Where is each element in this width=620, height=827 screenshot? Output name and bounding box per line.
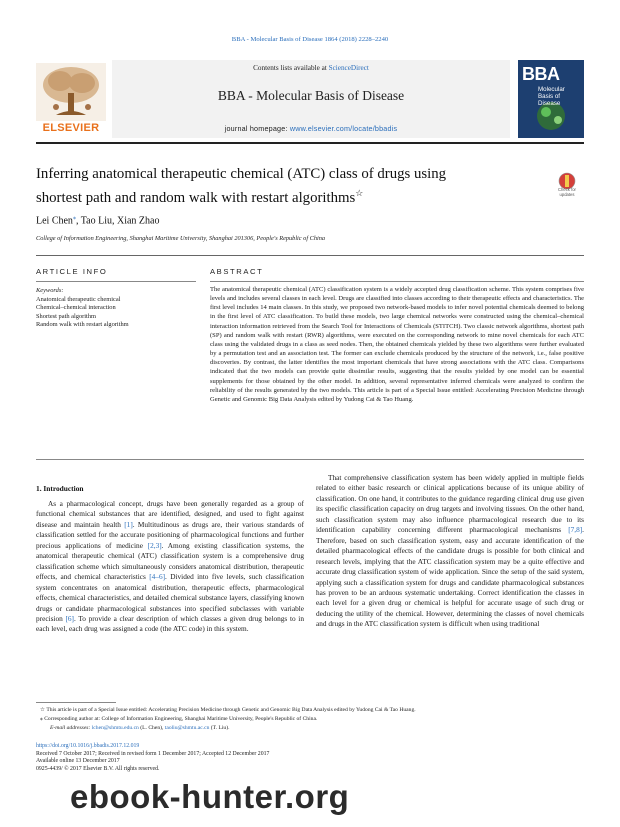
crossmark-label-line: updates xyxy=(559,192,575,197)
body-text: That comprehensive classification system has been widely applied in multiple fields related to either basic research or clinical applications because of its unique ability of classification. On one hand, it contributes to the guidance regarding clinical drug use given its specific classification capacity on drug targets and involving tissues. On the other hand, such classification system may also influence pharmacological research due to its identification capability concerning different pharmacological mechanisms xyxy=(316,473,584,535)
title-rule xyxy=(36,255,584,256)
publication-info xyxy=(36,743,269,773)
email-label: E-mail addresses: xyxy=(50,725,92,731)
footnote-text: (T. Liu). xyxy=(209,725,230,731)
body-text: . Therefore, based on such classification system, easy and accurate identification of the detailed pharmacological effects of the candidate drugs is possible for both clinical and research levels, implying that the ATC classification system may be a quite effective and accurate drug classification system of wide application. Since the setup of the said system, applying such a classification system for drugs and candidate pharmacological substances has proven to be an arduous systematic undertaking. Correct identification the classes in each level for a given drug or chemical is helpful for accurate usage of such drug or deducing the utility of the chemical. However, determining the classes of novel chemicals and drugs in the ATC classification system is difficult when using traditional xyxy=(316,525,584,629)
cover-subtitle xyxy=(538,86,565,107)
crossmark-label-line: Check for xyxy=(558,187,576,192)
abstract-text: The anatomical therapeutic chemical (ATC) classification system is a widely accepted drug classification scheme. This system comprises five levels and includes several classes in each level. Drugs are classified into classes according to their therapeutic effects and characteristics. The first level includes 14 main classes. In this study, we proposed two network-based models to infer novel potential chemicals deemed to belong in the first level of ATC classification. To build these models, two large chemical networks were constructed using the chemical–chemical interaction information retrieved from the Search Tool for Interactions of Chemicals (STITCH). Two classic network algorithms, shortest path (SP) and random walk with restart (RWR) algorithms, were executed on the corresponding network to mine novel chemicals for each ATC class using the validated drugs in a class as seed nodes. Then, the obtained chemicals yielded by these two algorithms were further evaluated by a permutation test and an association test. The former can exclude chemicals produced by the structure of the network, i.e., false positive discoveries. By contrast, the latter identifies the most important chemicals that have strong associations with the ATC class. Comparisons indicated that the two models can provide quite dissimilar results, suggesting that the results yielded by one model can be essential supplements for those obtained by the other model. In addition, several representative inferred chemicals were analyzed to confirm the reliability of the results generated by the two models. This article is part of a Special Issue entitled: Accelerating Precision Medicine through Genetic and Genomic Big Data Analysis edited by Yudong Cai & Tao Huang. xyxy=(210,286,584,403)
body-text: . Among existing classification systems, the anatomical therapeutic chemical (ATC) classification system is a comprehensive drug classification scheme which simultaneously considers anatomical distribution, therapeutic effects, and chemical characteristics xyxy=(36,540,304,582)
sciencedirect-link[interactable]: ScienceDirect xyxy=(328,64,369,72)
keyword-item: Chemical–chemical interaction xyxy=(36,304,116,312)
journal-title: BBA - Molecular Basis of Disease xyxy=(217,88,405,103)
body-column-right xyxy=(316,473,584,630)
copyright-line: 0925-4439/ © 2017 Elsevier B.V. All rights reserved. xyxy=(36,765,160,772)
article-title-text: Inferring anatomical therapeutic chemical (ATC) class of drugs using shortest path and random walk with restart algorithms xyxy=(36,166,447,206)
keyword-item: Shortest path algorithm xyxy=(36,312,96,320)
article-info-rule xyxy=(36,281,196,282)
masthead-rule xyxy=(36,142,584,144)
watermark: ebook-hunter.org xyxy=(70,778,350,815)
body-text: . To provide a clear description of which classes a given drug belongs to in each level, each drug was assigned a code (the ATC code) in this system. xyxy=(36,613,304,634)
elsevier-tree-logo xyxy=(36,63,106,131)
article-info-heading: ARTICLE INFO xyxy=(36,267,108,276)
footnote-special-issue xyxy=(40,707,416,714)
cover-subtitle-line: Molecular xyxy=(538,86,565,93)
abstract-bottom-rule xyxy=(36,459,584,460)
footnote-rule xyxy=(36,702,116,703)
journal-homepage-link[interactable]: www.elsevier.com/locate/bbadis xyxy=(289,124,398,133)
footnote-text: Corresponding author at: College of Information Engineering, Shanghai Maritime University, People's Republic of China. xyxy=(42,716,318,722)
running-head: BBA - Molecular Basis of Disease 1864 (2018) 2228–2240 xyxy=(231,36,389,43)
author-name[interactable]: Lei Chen xyxy=(36,215,73,227)
contents-line xyxy=(112,64,510,72)
footnote-mark: ⁎ xyxy=(40,716,43,722)
corresponding-author-mark[interactable]: ⁎ xyxy=(72,215,76,221)
cover-title: BBA xyxy=(522,64,560,84)
abstract-rule xyxy=(210,281,584,282)
keyword-list xyxy=(36,296,196,330)
keywords-label: Keywords: xyxy=(36,287,64,294)
section-heading-introduction: 1. Introduction xyxy=(36,484,84,493)
citation-link[interactable]: [4–6] xyxy=(149,572,166,582)
body-paragraph xyxy=(316,473,584,630)
footnote-text: (L. Chen), xyxy=(138,725,165,731)
online-date: Available online 13 December 2017 xyxy=(36,758,120,765)
citation-link[interactable]: [2,3] xyxy=(147,540,162,550)
body-text: As a pharmacological concept, drugs have been generally regarded as a group of functional chemical substances that are identified, designed, and used to fight against disease and maintain health xyxy=(36,499,304,529)
journal-cover xyxy=(518,60,584,138)
contents-prefix: Contents lists available at xyxy=(253,64,329,72)
keyword-item: Random walk with restart algorithm xyxy=(36,321,129,329)
citation-link[interactable]: [6] xyxy=(65,613,74,623)
body-column-left xyxy=(36,499,304,635)
footnote-text: This article is part of a Special Issue entitled: Accelerating Precision Medicine through Genetic and Genomic Big Data Analysis edited by Yudong Cai & Tao Huang. xyxy=(45,707,416,713)
publisher-logo-text: ELSEVIER xyxy=(42,122,100,134)
email-link-liu[interactable]: taoliu@shmtu.ac.cn xyxy=(164,725,210,731)
crossmark-label xyxy=(545,187,589,197)
citation-link[interactable]: [7,8] xyxy=(568,525,583,535)
body-text: . Multitudinous as drugs are, their various standards of classification settled for the accurate positioning of pharmacological functions and further precious applications of medicine xyxy=(36,519,305,550)
citation-link[interactable]: [1] xyxy=(124,519,133,529)
keyword-item: Anatomical therapeutic chemical xyxy=(36,296,121,303)
article-title xyxy=(36,165,486,208)
author-names-rest: , Tao Liu, Xian Zhao xyxy=(75,215,160,227)
received-dates: Received 7 October 2017; Received in revised form 1 December 2017; Accepted 12 December 2017 xyxy=(36,750,270,757)
homepage-line xyxy=(112,124,510,133)
email-link-chen[interactable]: lchen@shmtu.edu.cn xyxy=(91,725,139,731)
body-text: . Divided into five levels, such classification system concentrates on anatomical distribution, therapeutic effects, pharmacological effects, chemical characteristics, and detailed chemical substance layers, classifying known drugs or candidate pharmacological substances into specified subclasses with variable precision xyxy=(36,572,304,623)
abstract-heading: ABSTRACT xyxy=(210,267,264,276)
body-paragraph xyxy=(36,499,304,635)
doi-link[interactable]: https://doi.org/10.1016/j.bbadis.2017.12.019 xyxy=(36,743,140,749)
tree-icon xyxy=(36,63,106,121)
cover-subtitle-line: Disease xyxy=(538,100,561,108)
cover-subtitle-line: Basis of xyxy=(538,93,561,101)
footnote-mark: ☆ xyxy=(40,707,46,713)
title-footnote-mark[interactable]: ☆ xyxy=(355,188,364,198)
author-list xyxy=(36,214,159,226)
footnote-corresponding-author xyxy=(40,716,317,723)
homepage-prefix: journal homepage: xyxy=(224,124,290,133)
affiliation: College of Information Engineering, Shanghai Maritime University, Shanghai 201306, People's Republic of China xyxy=(36,235,326,242)
footnote-emails xyxy=(50,725,230,732)
